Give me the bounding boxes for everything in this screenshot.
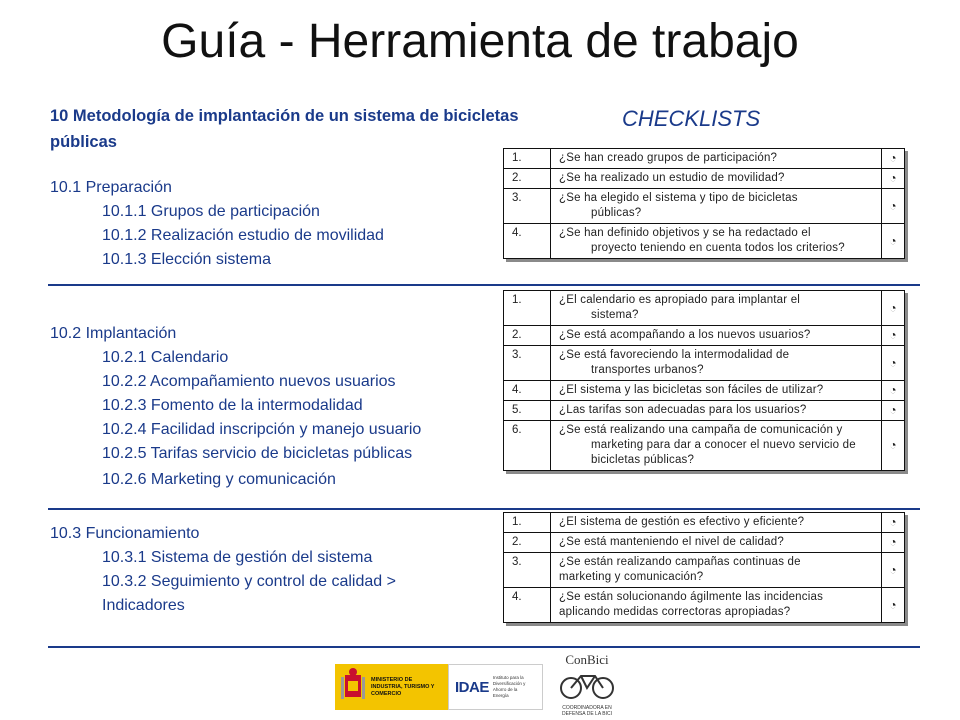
checklist-question-cont: aplicando medidas correctoras apropiadas? <box>559 606 791 618</box>
outline-section-implantacion <box>50 322 510 492</box>
checkbox[interactable]: ◔ <box>882 189 905 224</box>
checklist-number: 2. <box>504 533 551 553</box>
checklist-row <box>504 381 905 401</box>
section-divider <box>48 284 920 286</box>
checkbox[interactable]: ◔ <box>882 533 905 553</box>
checklist-number: 3. <box>504 346 551 381</box>
checkbox[interactable]: ◔ <box>882 421 905 471</box>
checklist-question: ¿El calendario es apropiado para implantar el <box>559 294 801 306</box>
conbici-logo-subtext: COORDINADORA EN DEFENSA DE LA BICI <box>561 705 613 717</box>
ministry-logo <box>335 664 448 710</box>
checkbox[interactable]: ◔ <box>882 401 905 421</box>
checklists-label: CHECKLISTS <box>622 106 761 131</box>
checkbox[interactable]: ◔ <box>882 326 905 346</box>
outline-item: 10.3.2 Seguimiento y control de calidad > <box>102 573 396 590</box>
checklist-row <box>504 588 905 623</box>
outline-item: 10.1.1 Grupos de participación <box>102 203 320 220</box>
outline-item: 10.2.2 Acompañamiento nuevos usuarios <box>102 373 396 390</box>
checklist-row <box>504 346 905 381</box>
checklist-row <box>504 169 905 189</box>
checklist-number: 2. <box>504 326 551 346</box>
checklist-number: 2. <box>504 169 551 189</box>
checklist-number: 3. <box>504 189 551 224</box>
checklist-question-cont: públicas? <box>591 207 642 219</box>
checkbox[interactable]: ◔ <box>882 291 905 326</box>
outline-item: 10.2.5 Tarifas servicio de bicicletas públicas <box>102 445 413 462</box>
checkbox[interactable]: ◔ <box>882 588 905 623</box>
checklist-question: ¿El sistema de gestión es efectivo y eficiente? <box>559 516 805 528</box>
bicycle-icon <box>557 668 617 700</box>
outline-heading: 10.2 Implantación <box>50 325 177 342</box>
checklist-question: ¿Las tarifas son adecuadas para los usuarios? <box>559 404 807 416</box>
checklist-row <box>504 291 905 326</box>
checklist-funcionamiento <box>503 512 905 623</box>
checklist-number: 1. <box>504 149 551 169</box>
checklist-row <box>504 189 905 224</box>
checklist-number: 4. <box>504 224 551 259</box>
checklist-question-cont: proyecto teniendo en cuenta todos los criterios? <box>591 242 845 254</box>
conbici-logo-title: ConBici <box>565 652 609 667</box>
outline-item: 10.1.2 Realización estudio de movilidad <box>102 227 384 244</box>
conbici-logo <box>552 652 622 718</box>
checklist-question-cont: marketing y comunicación? <box>559 571 704 583</box>
checklist-question-cont: marketing para dar a conocer el nuevo servicio de bicicletas públicas? <box>591 439 856 466</box>
ministry-logo-text: MINISTERIO DE INDUSTRIA, TURISMO Y COMERCIO <box>371 676 435 697</box>
page-title: Guía - Herramienta de trabajo <box>161 15 799 68</box>
checkbox[interactable]: ◔ <box>882 224 905 259</box>
checklist-question: ¿Se está manteniendo el nivel de calidad? <box>559 536 784 548</box>
idae-logo-subtext: Instituto para la Diversificación y Ahorro de la Energía <box>492 675 526 698</box>
outline-item: 10.2.1 Calendario <box>102 349 229 366</box>
outline-section-preparacion <box>50 176 510 272</box>
checkbox[interactable]: ◔ <box>882 169 905 189</box>
checklist-row <box>504 513 905 533</box>
checklist-implantacion <box>503 290 905 471</box>
checklist-question: ¿Se ha elegido el sistema y tipo de bicicletas <box>559 192 798 204</box>
checklist-number: 1. <box>504 291 551 326</box>
checklist-row <box>504 401 905 421</box>
outline-item: 10.2.3 Fomento de la intermodalidad <box>102 397 363 414</box>
checklist-row <box>504 224 905 259</box>
outline-item: 10.3.1 Sistema de gestión del sistema <box>102 549 373 566</box>
idae-logo <box>448 664 543 710</box>
checklist-number: 4. <box>504 381 551 401</box>
checklist-number: 5. <box>504 401 551 421</box>
checklist-question-cont: sistema? <box>591 309 639 321</box>
checkbox[interactable]: ◔ <box>882 513 905 533</box>
idae-logo-text: IDAE <box>455 678 489 696</box>
checklist-row <box>504 421 905 471</box>
checklist-number: 3. <box>504 553 551 588</box>
checklist-preparacion <box>503 148 905 259</box>
outline-item: 10.1.3 Elección sistema <box>102 251 271 268</box>
checklist-row <box>504 149 905 169</box>
section-divider <box>48 646 920 648</box>
section-divider <box>48 508 920 510</box>
checklist-question: ¿Se está realizando una campaña de comunicación y <box>559 424 843 436</box>
checklist-question: ¿Se ha realizado un estudio de movilidad? <box>559 172 785 184</box>
checklist-question: ¿Se están realizando campañas continuas de <box>559 556 801 568</box>
outline-heading: 10.3 Funcionamiento <box>50 525 200 542</box>
outline-item: Indicadores <box>102 597 185 614</box>
checklist-question: ¿Se han definido objetivos y se ha redactado el <box>559 227 811 239</box>
checklist-question-cont: transportes urbanos? <box>591 364 704 376</box>
outline-item: 10.2.4 Facilidad inscripción y manejo usuario <box>102 421 422 438</box>
outline-section-funcionamiento <box>50 522 510 618</box>
checklist-row <box>504 326 905 346</box>
checklist-question: ¿Se está favoreciendo la intermodalidad de <box>559 349 790 361</box>
checklist-question: ¿Se están solucionando ágilmente las incidencias <box>559 591 824 603</box>
section-subtitle: 10 Metodología de implantación de un sistema de bicicletas públicas <box>50 107 519 151</box>
checkbox[interactable]: ◔ <box>882 346 905 381</box>
checklist-number: 1. <box>504 513 551 533</box>
checkbox[interactable]: ◔ <box>882 553 905 588</box>
checklist-number: 6. <box>504 421 551 471</box>
checklist-row <box>504 533 905 553</box>
checklist-number: 4. <box>504 588 551 623</box>
checklist-row <box>504 553 905 588</box>
checkbox[interactable]: ◔ <box>882 149 905 169</box>
checkbox[interactable]: ◔ <box>882 381 905 401</box>
outline-heading: 10.1 Preparación <box>50 179 172 196</box>
coat-of-arms-icon <box>339 667 367 707</box>
checklist-question: ¿El sistema y las bicicletas son fáciles de utilizar? <box>559 384 824 396</box>
checklist-question: ¿Se está acompañando a los nuevos usuarios? <box>559 329 811 341</box>
outline-item: 10.2.6 Marketing y comunicación <box>102 471 336 488</box>
checklist-question: ¿Se han creado grupos de participación? <box>559 152 778 164</box>
